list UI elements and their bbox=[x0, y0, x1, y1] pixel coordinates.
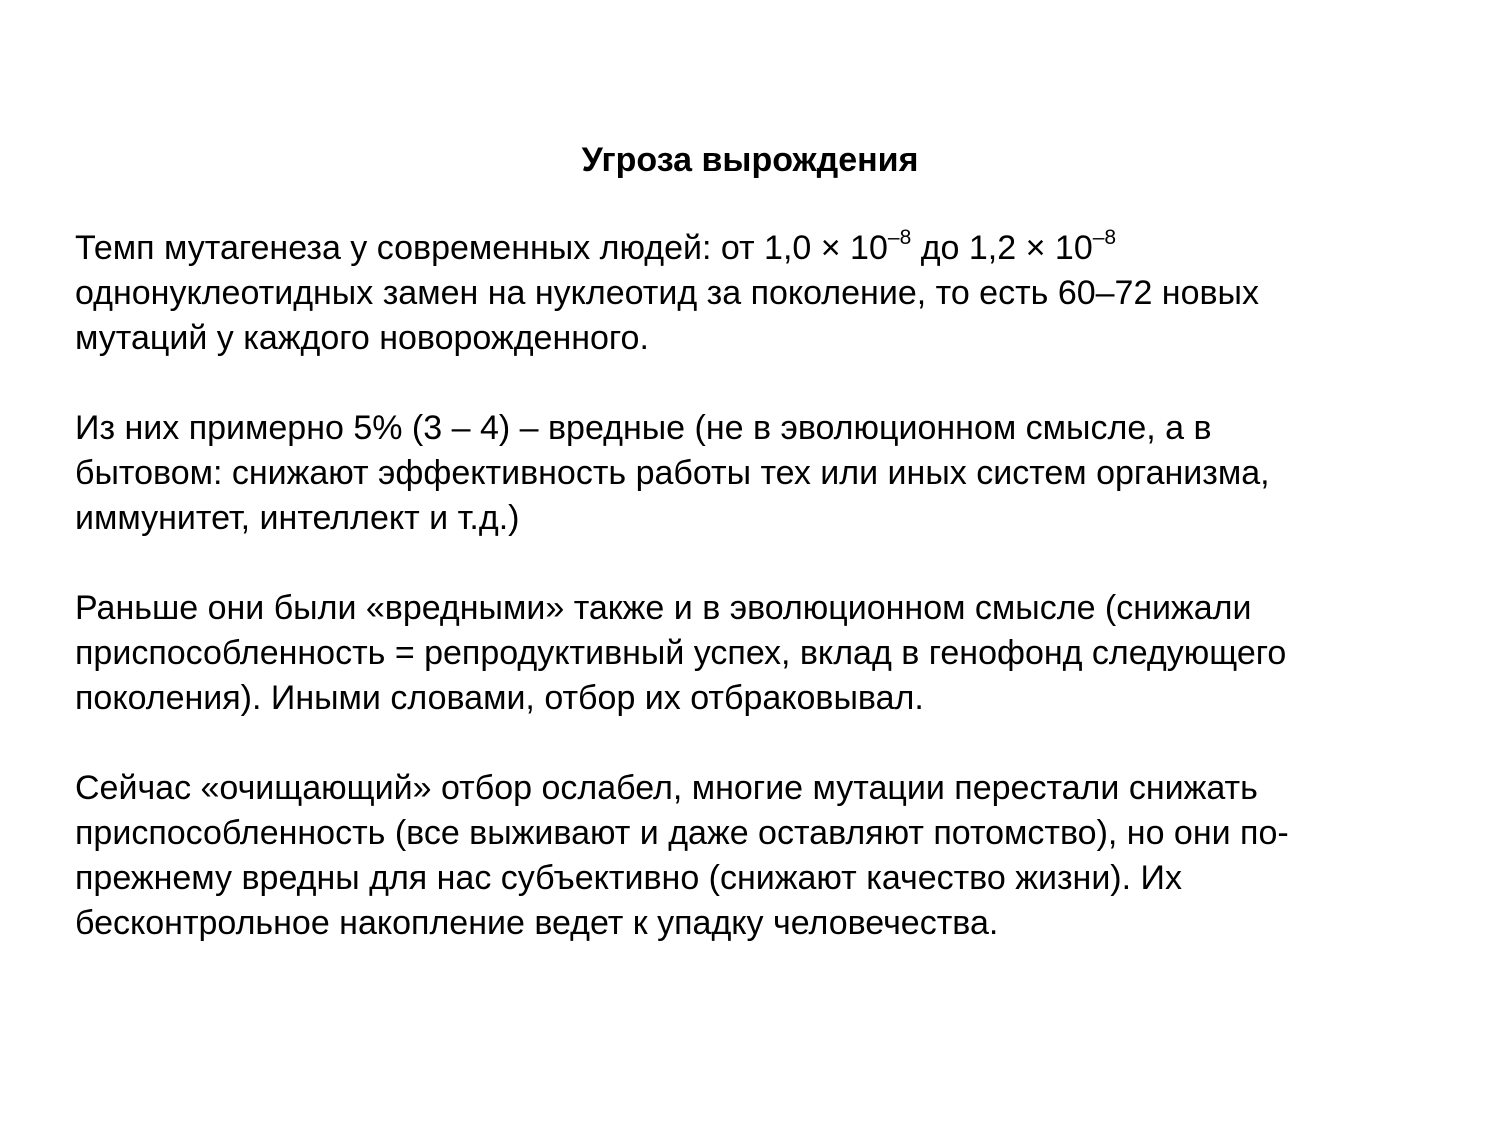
text-line: иммунитет, интеллект и т.д.) bbox=[75, 499, 520, 537]
text-line: поколения). Иными словами, отбор их отбраковывал. bbox=[75, 679, 924, 717]
paragraph-current-state bbox=[75, 766, 1435, 946]
text-line: мутаций у каждого новорожденного. bbox=[75, 319, 649, 357]
text-line: приспособленность = репродуктивный успех, вклад в генофонд следующего bbox=[75, 634, 1287, 672]
text-line: Раньше они были «вредными» также и в эволюционном смысле (снижали bbox=[75, 589, 1252, 627]
text-line: бытовом: снижают эффективность работы тех или иных систем организма, bbox=[75, 454, 1270, 492]
text-line bbox=[75, 226, 1435, 271]
paragraph-past-selection bbox=[75, 586, 1435, 721]
superscript-exponent: –8 bbox=[1092, 226, 1117, 249]
paragraph-harmful-share bbox=[75, 406, 1435, 541]
text-segment: Темп мутагенеза у современных людей: от 1,0 × 10 bbox=[75, 229, 888, 267]
text-line: однонуклеотидных замен на нуклеотид за поколение, то есть 60–72 новых bbox=[75, 274, 1259, 312]
text-line: Сейчас «очищающий» отбор ослабел, многие мутации перестали снижать bbox=[75, 769, 1258, 807]
text-line: приспособленность (все выживают и даже оставляют потомство), но они по- bbox=[75, 814, 1289, 852]
text-line: бесконтрольное накопление ведет к упадку человечества. bbox=[75, 904, 999, 942]
text-segment: до 1,2 × 10 bbox=[911, 229, 1093, 267]
superscript-exponent: –8 bbox=[887, 226, 912, 249]
text-line: Из них примерно 5% (3 – 4) – вредные (не в эволюционном смысле, а в bbox=[75, 409, 1212, 447]
paragraph-mutation-rate bbox=[75, 226, 1435, 361]
slide-title: Угроза вырождения bbox=[581, 141, 919, 179]
text-line: прежнему вредны для нас субъективно (снижают качество жизни). Их bbox=[75, 859, 1182, 897]
slide-body bbox=[75, 226, 1435, 991]
